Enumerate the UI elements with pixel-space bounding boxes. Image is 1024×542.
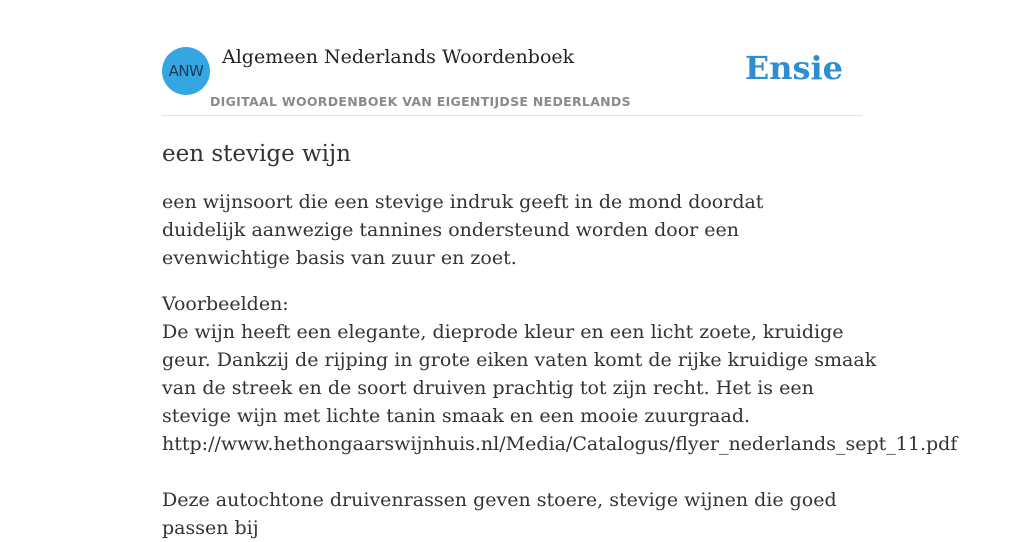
site-title[interactable]: Algemeen Nederlands Woordenboek (222, 46, 575, 68)
anw-logo[interactable] (162, 47, 210, 95)
example-text: De wijn heeft een elegante, dieprode kleur en een licht zoete, kruidige geur. Dankzij de rijping in grote eiken vaten komt de rijke kruidige smaak van de streek en de soort druiven prachtig tot zijn recht. Het is een stevige wijn met lichte tanin smaak en een mooie zuurgraad. (162, 321, 877, 427)
entry-content (162, 138, 958, 542)
ensie-brand-logo[interactable]: Ensie (744, 49, 843, 87)
anw-logo-text: ANW (168, 62, 204, 80)
example-text: Deze autochtone druivenrassen geven stoere, stevige wijnen die goed passen bij (162, 489, 837, 539)
entry-definition: een wijnsoort die een stevige indruk geeft in de mond doordat duidelijk aanwezige tannines ondersteund worden door een evenwichtige basis van zuur en zoet. (162, 191, 764, 269)
examples-label: Voorbeelden: (162, 293, 289, 315)
example-spacer (162, 458, 882, 486)
entry-term: een stevige wijn (162, 141, 351, 167)
example-source: http://www.hethongaarswijnhuis.nl/Media/Catalogus/flyer_nederlands_sept_11.pdf (162, 433, 958, 455)
site-header (162, 45, 862, 116)
site-subtitle: DIGITAAL WOORDENBOEK VAN EIGENTIJDSE NEDERLANDS (210, 94, 631, 109)
examples-section (162, 290, 958, 542)
